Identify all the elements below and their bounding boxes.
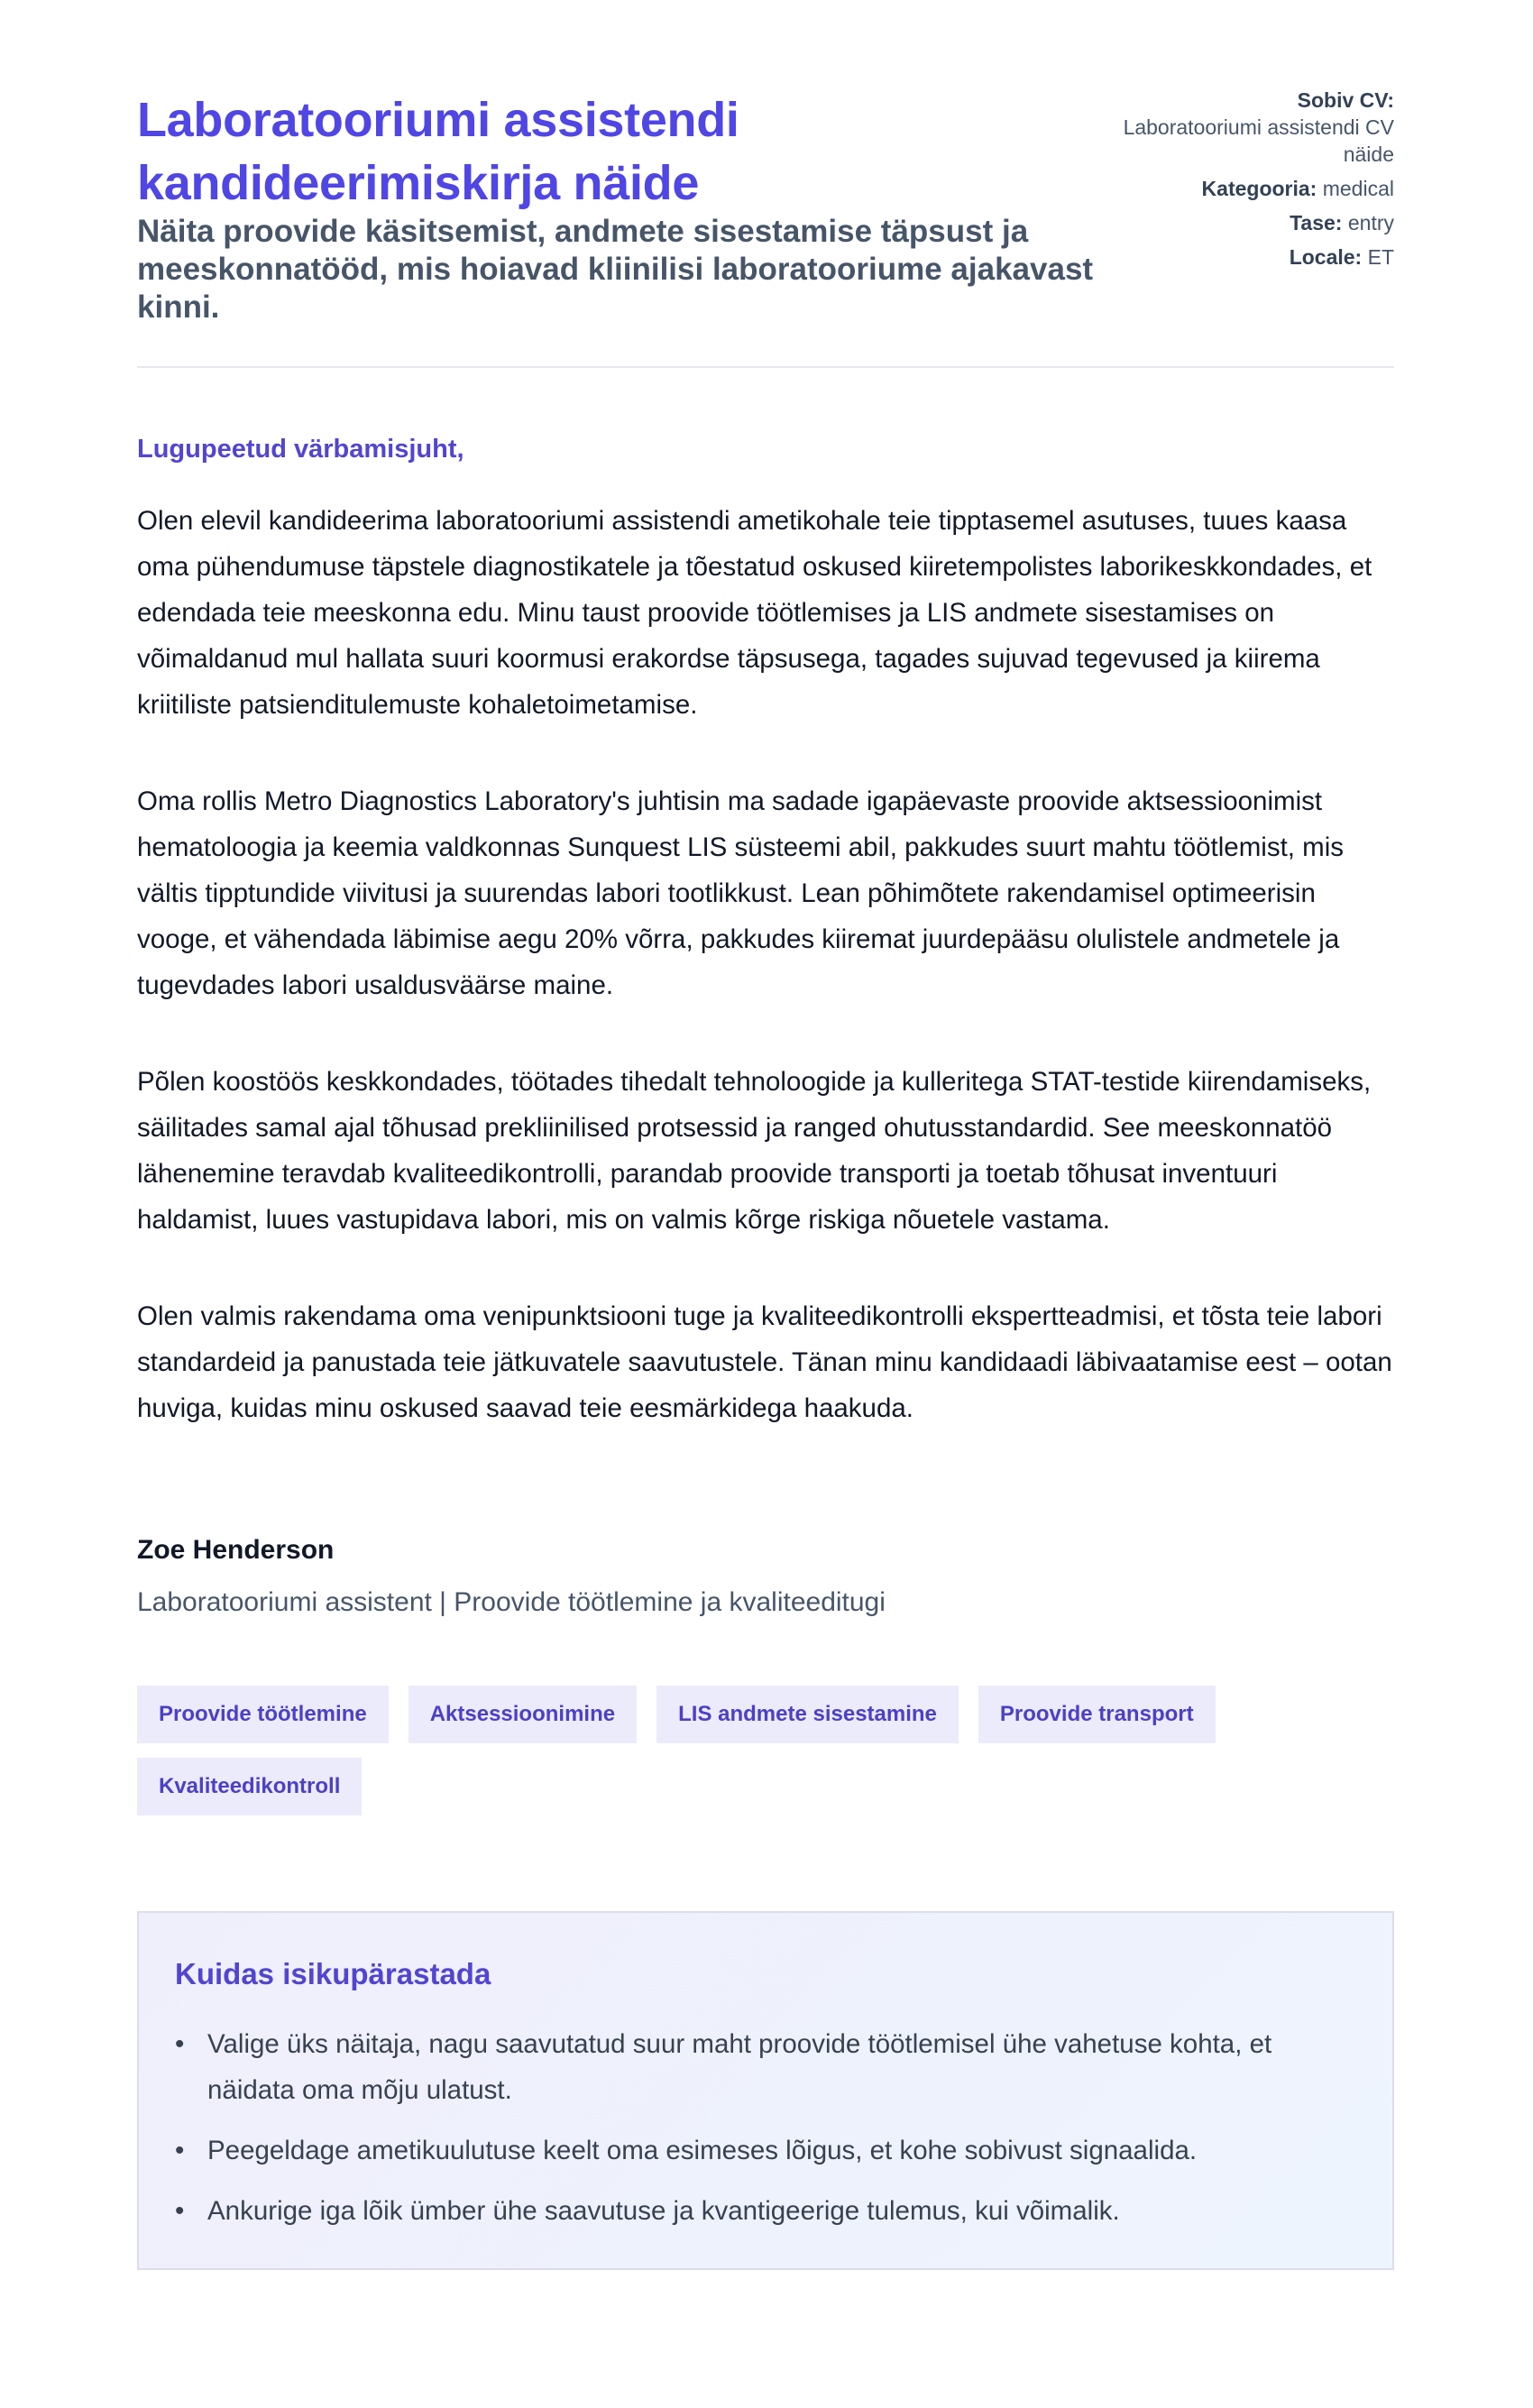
bullet-icon: • [175, 2029, 185, 2059]
meta-locale-label: Locale: [1289, 245, 1363, 269]
letter-paragraph: Põlen koostöös keskkondades, töötades tihedalt tehnoloogide ja kulleritega STAT-testide kiirendamiseks, säilitades samal ajal tõhusad prekliinilised protsessid ja ranged ohutusstandardid. See meeskonnatöö lähenemine teravdab kvaliteedikontrolli, parandab proovide transporti ja toetab tõhusat inventuuri haldamist, luues vastupidava labori, mis on valmis kõrge riskiga nõuetele vastama. [137, 1067, 1372, 1235]
meta-matching-cv [1069, 87, 1394, 168]
meta-matching-cv-label: Sobiv CV: [1297, 88, 1394, 112]
page-subtitle: Näita proovide käsitsemist, andmete sisestamise täpsust ja meeskonnatööd, mis hoiavad kliinilisi laboratooriume ajakavast kinni. [137, 214, 1094, 325]
skill-tag[interactable]: Kvaliteedikontroll [137, 1758, 362, 1815]
skill-tag[interactable]: Aktsessioonimine [408, 1686, 637, 1743]
meta-level [1069, 209, 1394, 236]
personalization-tips [137, 1911, 1394, 2270]
signature-name: Zoe Henderson [137, 1535, 335, 1565]
tip-item [175, 2021, 1356, 2113]
signature-title: Laboratooriumi assistent | Proovide töötlemine ja kvaliteeditugi [137, 1587, 886, 1617]
signature [137, 1532, 1394, 1621]
meta-category-label: Kategooria: [1201, 177, 1317, 200]
meta-level-value: entry [1347, 211, 1394, 234]
letter-paragraph: Olen valmis rakendama oma venipunktsiooni tuge ja kvaliteedikontrolli ekspertteadmisi, et tõsta teie labori standardeid ja panustada teie jätkuvatele saavutustele. Tänan minu kandidaadi läbivaatamise eest – ootan huviga, kuidas minu oskused saavad teie eesmärkidega haakuda. [137, 1301, 1392, 1423]
tip-text: Peegeldage ametikuulutuse keelt oma esimeses lõigus, et kohe sobivust signaalida. [207, 2136, 1198, 2165]
page-header [137, 0, 1394, 368]
meta-locale-value: ET [1367, 245, 1394, 269]
tip-item [175, 2188, 1356, 2234]
tips-list [175, 2021, 1356, 2234]
skill-tags [137, 1686, 1246, 1830]
bullet-icon: • [175, 2196, 185, 2226]
meta-matching-cv-link[interactable]: Laboratooriumi assistendi CV näide [1123, 115, 1394, 166]
page-title: Laboratooriumi assistendi kandideerimiskirja näide [137, 93, 739, 210]
letter-paragraph: Oma rollis Metro Diagnostics Laboratory's juhtisin ma sadade igapäevaste proovide aktsessioonimist hematoloogia ja keemia valdkonnas Sunquest LIS süsteemi abil, pakkudes suurt mahtu töötlemist, mis vältis tipptundide viivitusi ja suurendas labori tootlikkust. Lean põhimõtete rakendamisel optimeerisin vooge, et vähendada läbimise aegu 20% võrra, pakkudes kiiremat juurdepääsu olulistele andmetele ja tugevdades labori usaldusväärse maine. [137, 786, 1345, 1000]
skill-tag[interactable]: Proovide töötlemine [137, 1686, 389, 1743]
tip-text: Valige üks näitaja, nagu saavutatud suur maht proovide töötlemisel ühe vahetuse kohta, et näidata oma mõju ulatust. [207, 2029, 1272, 2105]
skill-tag[interactable]: LIS andmete sisestamine [656, 1686, 959, 1743]
skill-tag[interactable]: Proovide transport [978, 1686, 1216, 1743]
tips-title: Kuidas isikupärastada [175, 1957, 491, 1990]
meta-panel [1069, 87, 1394, 278]
meta-category-value: medical [1322, 177, 1394, 200]
meta-level-label: Tase: [1290, 211, 1343, 234]
meta-locale [1069, 244, 1394, 271]
meta-category [1069, 175, 1394, 202]
tip-item [175, 2128, 1356, 2174]
letter-paragraph: Olen elevil kandideerima laboratooriumi assistendi ametikohale teie tipptasemel asutuses, tuues kaasa oma pühendumuse täpstele diagnostikatele ja tõestatud oskused kiiretempolistes laborikeskkondades, et edendada teie meeskonna edu. Minu taust proovide töötlemises ja LIS andmete sisestamises on võimaldanud mul hallata suuri koormusi erakordse täpsusega, tagades sujuvad tegevused ja kiirema kriitiliste patsienditulemuste kohaletoimetamise. [137, 506, 1372, 720]
letter-salutation: Lugupeetud värbamisjuht, [137, 435, 464, 464]
tip-text: Ankurige iga lõik ümber ühe saavutuse ja kvantigeerige tulemus, kui võimalik. [207, 2196, 1120, 2226]
letter-body [137, 431, 1394, 1621]
cover-letter-page [137, 0, 1394, 2270]
bullet-icon: • [175, 2136, 185, 2165]
